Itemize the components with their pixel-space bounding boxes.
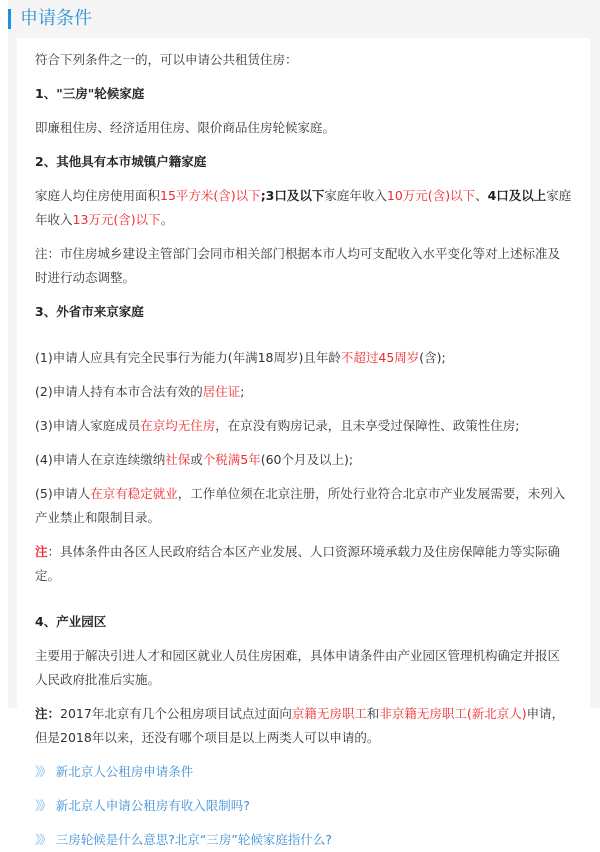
link-label: 新北京人申请公租房有收入限制吗?	[55, 798, 250, 813]
text: (3)申请人家庭成员	[35, 418, 141, 433]
section3-item-5	[35, 482, 572, 530]
highlight-area: 15平方米(含)以下	[160, 188, 261, 203]
section1-text: 即廉租住房、经济适用住房、限价商品住房轮候家庭。	[35, 120, 336, 135]
intro-text: 符合下列条件之一的，可以申请公共租赁住房：	[35, 52, 298, 67]
text: 。	[160, 212, 174, 227]
double-chevron-right-icon: 》》	[35, 832, 50, 847]
section3-note	[35, 540, 572, 588]
related-link-1[interactable]	[35, 760, 572, 784]
text: 、	[475, 188, 488, 203]
section2-note: 注：市住房城乡建设主管部门会同市相关部门根据本市人均可支配收入水平变化等对上述标准及时进行动态调整。	[35, 246, 561, 285]
highlight-tax-5y: 个税满5年	[202, 452, 261, 467]
text: (2)申请人持有本市合法有效的	[35, 384, 203, 399]
section-header	[8, 0, 600, 38]
section2-criteria	[35, 184, 572, 232]
note-label: 注：	[35, 706, 61, 721]
section3-heading: 3、外省市来京家庭	[35, 304, 144, 319]
text: ;	[240, 384, 245, 399]
text: 家庭年收入	[35, 188, 572, 227]
text: (1)申请人应具有完全民事行为能力(年满18周岁)且年龄	[35, 350, 341, 365]
related-link-2[interactable]	[35, 794, 572, 818]
text: (含);	[419, 350, 446, 365]
section1-heading: 1、"三房"轮候家庭	[35, 86, 145, 101]
text: 和	[366, 706, 380, 721]
section3-item-2	[35, 380, 572, 404]
highlight-beijing-hukou: 京籍无房职工	[291, 706, 367, 721]
note-label: 注	[35, 544, 48, 559]
highlight-social-insurance: 社保	[165, 452, 191, 467]
text: 家庭年收入	[324, 188, 387, 203]
highlight-income-10: 10万元(含)以下	[386, 188, 476, 203]
highlight-age: 不超过45周岁	[340, 350, 420, 365]
double-chevron-right-icon: 》》	[35, 798, 50, 813]
page	[8, 0, 600, 847]
highlight-income-13: 13万元(含)以下	[72, 212, 161, 227]
link-label: 新北京人公租房申请条件	[55, 764, 194, 779]
link-label: 三房轮候是什么意思?北京“三房”轮候家庭指什么?	[55, 832, 332, 847]
text: 申请，但是2018年以来，还没有哪个项目是以上两类人可以申请的。	[35, 706, 565, 745]
highlight-non-beijing-hukou: 非京籍无房职工(新北京人)	[379, 706, 527, 721]
highlight-no-housing: 在京均无住房	[140, 418, 216, 433]
text: 家庭人均住房使用面积	[35, 188, 161, 203]
highlight-residence-permit: 居住证	[202, 384, 241, 399]
section4-text: 主要用于解决引进人才和园区就业人员住房困难，具体申请条件由产业园区管理机构确定并报区人民政府批准后实施。	[35, 648, 561, 687]
bold-household-4: 4口及以上	[487, 188, 547, 203]
content-panel	[17, 38, 590, 847]
section3-item-4	[35, 448, 572, 472]
text: (4)申请人在京连续缴纳	[35, 452, 166, 467]
text: (5)申请人	[35, 486, 91, 501]
text: (60个月及以上);	[260, 452, 354, 467]
bold-household-3: ;3口及以下	[260, 188, 325, 203]
section2-heading: 2、其他具有本市城镇户籍家庭	[35, 154, 207, 169]
highlight-employment: 在京有稳定就业	[90, 486, 178, 501]
related-link-3[interactable]	[35, 828, 572, 852]
text: ，工作单位须在北京注册，所处行业符合北京市产业发展需要，未列入产业禁止和限制目录。	[35, 486, 566, 525]
text: 2017年北京有几个公租房项目试点过面向	[60, 706, 292, 721]
text: ：具体条件由各区人民政府结合本区产业发展、人口资源环境承载力及住房保障能力等实际确定。	[35, 544, 561, 583]
text: ，在京没有购房记录，且未享受过保障性、政策性住房;	[215, 418, 520, 433]
section3-item-1	[35, 346, 572, 370]
text: 或	[190, 452, 203, 467]
section4-heading: 4、产业园区	[35, 614, 107, 629]
page-title: 申请条件	[20, 8, 92, 29]
section4-note	[35, 702, 572, 750]
title-accent-bar	[8, 9, 11, 29]
double-chevron-right-icon: 》》	[35, 764, 50, 779]
section3-item-3	[35, 414, 572, 438]
